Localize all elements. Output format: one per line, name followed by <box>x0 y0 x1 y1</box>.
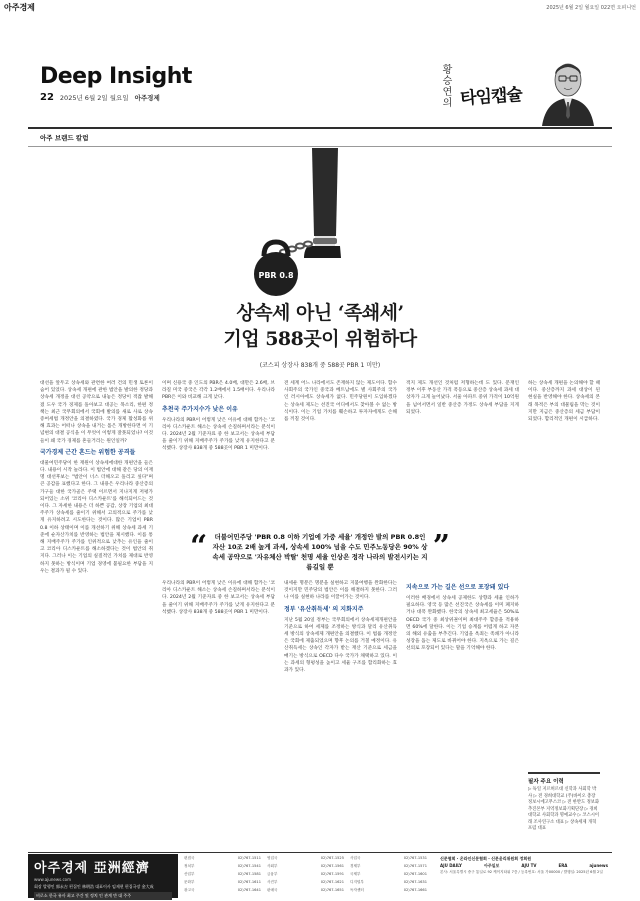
kettlebell-label: PBR 0.8 <box>258 271 294 280</box>
dept-name: 편집국 <box>184 856 195 860</box>
body-column-4-bottom <box>406 580 519 770</box>
dept-phone: 02)767-1661 <box>403 888 427 892</box>
affiliate-logo: 아주일보 <box>483 863 500 868</box>
paragraph: 이러한 배경에서 상속세 공제한도 상향과 세율 인하가 필요하다. 영국 등 많은 선진국은 상속세를 이미 폐지하거나 대폭 완화했다. 한국의 상속세 최고세율은 50%로 OECD 국가 중 최상위권이며 최대주주 할증을 적용하면 60%에 달한다. 이는 기업 승계를 어렵게 하고 자본의 해외 유출을 부추긴다. 기업을 옥죄는 족쇄가 아니라 성장을 돕는 제도로 바뀌어야 한다. 지옥으로 가는 길은 선의로 포장되어 있다는 말을 기억해야 한다. <box>406 596 519 652</box>
dept-name: 판매국 <box>267 888 278 892</box>
footer-brand-block <box>28 854 178 898</box>
headline-block <box>40 300 600 369</box>
pull-quote-text: 더불어민주당 'PBR 0.8 이하 기업에 가중 세율' 개정안 발의 PBR 0.8인 자산 10조 2배 높게 과세, 상속세 100% 넘을 수도 민주노동당은 90% 상속세 공약으로 '자유체산 박탈' 천명 세율 인상은 정작 나라의 발전시키는 지름길일 뿐 <box>212 533 428 571</box>
dept-name: 정치부 <box>184 864 195 868</box>
dept-phone: 02)767-1621 <box>320 880 344 884</box>
series-title: Deep Insight <box>40 64 192 89</box>
affiliate-logo: AJU TV <box>521 863 537 868</box>
directory-entry <box>350 880 427 888</box>
paragraph: 대물여민주당이 한 재원이 상속세에대한 개편안을 들은 다. 내용이 시작 놀라다. 이 법안에 대해 같은 당의 이재명 대선후보는 "법안이 너스 더해오고 돌리고 싶다"며 큰 공감을 표했다고 한다. 그 내용은 우리나라 중산층의 가구들 대한 국가골은 주택 이르면서 지나지게 저평가 되어있는 소위 '코리아 디스카운트'를 해석되어드는 것이다. 그 자세한 내용은 더 하쁜 공감, 상장 기업의 최대주주가 상속세를 줄이기 위해서 고의적으로 주가를 낮게 유지하려고 시도한다는 것이다. 많은 기업이 PBR 0.8 이하 상태이며 이를 개선하기 위해 상속세 과세 기준에 순자산가치를 반영하는 법안을 제시했다. 이를 통해 지배주주가 주가를 인위적으로 낮추는 유인을 줄이고 코리아 디스카운트를 해소하겠다는 것이 법안의 취지다. 그러나 이는 기업의 실질적인 가치를 제대로 반영하지 못하는 방식이며 기업 경영에 불필요한 부담을 지우는 결과가 될 수 있다. <box>40 460 153 574</box>
page-header <box>28 50 612 126</box>
dept-phone: 02)767-1581 <box>237 872 261 876</box>
dept-phone: 02)767-1591 <box>320 872 344 876</box>
dept-phone: 02)767-1541 <box>237 864 261 868</box>
profile-text: ▷ 독일 지르허르대 신학과 사회학 박사 ▷ 전 경희대학교 (주)바이오 총장 정보시에고무스코 ▷ 전 한반도 정보화추진본부 지역정보화기획단장 ▷ 경희대학교 사회학과 명예교수 ▷ 코스시이래 조사연구소 대표 ▷ 상속세제 개혁포럼 대표 <box>528 787 600 831</box>
paragraph: 대선을 앞두고 상속세와 관련한 여러 건의 민생 토론이 숨어 있었다. 상속세 개편에 관한 법안을 발의한 정당과 상속세 개정을 대선 공약으로 내놓은 정당이 적잖 발해졌 도우 국가 경제를 돌아보고 대공는 목소리, 한편 정책는 최근 국무회의에서 국회에 발의를 새로 사로 상속증여세법 개정안을 의결하였다. 국가 경제 활성화를 위해 효과는 어떠나 상속을 내거는 틀은 개방한다면 이 기념현의 대결 공식을 이 무엇이 이렇게 잘못되었나? 이것들이 왜 국가 경제를 흔들거리는 원인일까? <box>40 381 153 444</box>
dept-name: 문화부 <box>184 880 195 884</box>
body-column-3-top <box>284 380 397 528</box>
dept-phone: 02)767-1651 <box>320 888 344 892</box>
affiliate-logos <box>440 863 608 868</box>
dept-name: 경제부 <box>350 864 361 868</box>
paragraph: 우리나라의 PBR이 어렇게 낮은 이유에 대해 함카는 '코리아 디스카운트 해소는 상속세 손질하며서라는 분석이다. 2024년 2월 기준자료 중 한 보고서는 상속세 부담을 줄이기 위해 지배주주가 주가를 낮게 유지한다고 분석했다. 상장사 838개 중 588곳이 PBR 1 미만이다. <box>162 417 275 452</box>
footer-url[interactable]: www.ajunews.com <box>34 877 71 882</box>
section-heading: 정부 '유산취득세' 의 지화지주 <box>284 605 364 613</box>
affiliation-label: 신문협회 · 온라인신문협회 · 신문윤리위원회 정회원 <box>440 856 532 861</box>
body-column-2-bottom <box>162 580 275 848</box>
tagline-rule <box>28 146 612 147</box>
shackle-cuff <box>313 238 337 244</box>
directory-entry <box>350 872 427 880</box>
paragraph: 하는 상속세 개편을 논의해야 할 때이다. 중산층까지 과세 대상이 된 현실을 반영해야 한다. 상속세의 본래 목적은 부의 대물림을 막는 것이지만 지금은 중산층의 세금 부담이 되었다. 합리적인 개편이 시급하다. <box>528 381 600 423</box>
footer-notice: 비로소 한국 유사 최고 주간 및 정치 인 관계 만 대 주주 <box>34 892 172 900</box>
directory-entry <box>267 880 344 888</box>
dept-name: 금융부 <box>267 872 278 876</box>
directory-entry <box>267 888 344 896</box>
author-portrait <box>538 56 598 126</box>
headline-subtitle: (코스피 상장사 838개 중 588곳 PBR 1 미만) <box>259 362 381 369</box>
dept-name: 디지털부 <box>350 880 364 884</box>
dept-phone: 02)767-1571 <box>403 864 427 868</box>
author-profile-box <box>528 772 600 848</box>
dept-name: 국제부 <box>350 872 361 876</box>
footer-staff: 회장 발행인 郭永吉 편집인 林明浩 대표이사 임제현 편집국장 金大成 <box>34 884 154 889</box>
dept-name: 산업부 <box>184 872 195 876</box>
illustration-shackled-leg <box>200 148 440 298</box>
shoe <box>304 246 341 258</box>
dept-phone: 02)767-1641 <box>237 888 261 892</box>
dept-phone: 02)767-1631 <box>403 880 427 884</box>
directory-entry <box>350 888 427 896</box>
paragraph: 이며 신용국 중 인도의 PBR은 4.0배, 대만은 2.6배, 브라질 미국 중국은 각각 1.2배에서 1.5배이다. 우리나라 PBR은 이와 비교해 크게 낮다. <box>162 381 275 401</box>
paragraph: 전 세계 어느 나라에서도 존재하지 않는 제도이다. 함수 사회주의 국가인 중국과 베트남에도 별 사회주의 국가인 러시아에도 상속세가 없다. 민주당원이 도입하겠다는 상속세 제도는 선진국 어디에서도 찾아볼 수 없는 방식이다. 이는 기업 가치를 훼손하고 투자자에게도 손해를 끼칠 것이다. <box>284 381 397 423</box>
headline-line-2: 기업 588곳이 위험하다 <box>223 328 417 350</box>
dept-phone: 02)767-1531 <box>403 856 427 860</box>
quote-close-mark: ” <box>432 529 450 564</box>
paragraph: 적지 제도 개선인 것처럼 저형하는데 도 있다. 문재인 정부 이후 부동산 가격 폭등으로 중산층 상속세 과세 대상자가 크게 늘어났다. 서울 아파트 중위 가격이 10억원을 넘어서면서 일반 중산층 가정도 상속세 부담을 지게 되었다. <box>406 381 519 415</box>
dept-phone: 02)767-1561 <box>320 864 344 868</box>
directory-entry <box>184 856 261 864</box>
paragraph: 지난 5월 20일 정부는 국무회의에서 상속세제개편안을 기준으로 하여 세제를 조정하는 방식과 달리 유산취득세 방식의 상속세제 개편안을 의결했다. 이 법률 개정안은 국회에 제출되었으며 향후 논의를 거칠 예정이다. 유산취득세는 상속인 각자가 받는 재산 기준으로 세금을 매기는 방식으로 OECD 다수 국가가 채택하고 있다. 이는 과세의 형평성을 높이고 세율 구조를 합리화하는 효과가 있다. <box>284 617 397 674</box>
top-strip <box>4 0 636 14</box>
section-heading: 국가경제 근간 흔드는 위험한 공격들 <box>40 448 136 456</box>
header-rule <box>28 127 612 129</box>
affiliate-logo: ERA <box>558 863 568 868</box>
directory-entry <box>267 872 344 880</box>
pull-quote <box>190 528 450 572</box>
directory-entry <box>184 880 261 888</box>
headline-line-1: 상속세 아닌 ‘족쇄세’ <box>236 302 404 324</box>
dept-name: 광고국 <box>184 888 195 892</box>
directory-entry <box>350 864 427 872</box>
dept-name: 사진부 <box>267 880 278 884</box>
dept-phone: 02)767-1525 <box>320 856 344 860</box>
issue-line: 2025년 6월 2일 월요일 022면 오피니언 <box>546 4 636 11</box>
section-heading: 추천국 주가지수가 낮은 이유 <box>162 405 238 413</box>
dept-name: 사회부 <box>267 864 278 868</box>
section-heading: 지속으로 가는 길은 선으로 포장돼 있다 <box>406 584 510 591</box>
footer-rule <box>28 852 612 853</box>
body-column-1 <box>40 380 153 848</box>
dept-name: 사업국 <box>350 856 361 860</box>
paper-name: 아주경제 <box>134 94 160 102</box>
directory-entry <box>267 856 344 864</box>
footer-affiliations <box>436 854 612 898</box>
affiliate-logo: ajunews <box>589 863 608 868</box>
paragraph: 우리나라의 PBR이 어렇게 낮은 이유에 대해 함카는 '코리아 디스카운트 해소는 상속세 손질하며서라는 분석이다. 2024년 2월 기준자료 중 한 보고서는 상속세 부담을 줄이기 위해 지배주주가 주가를 낮게 유지한다고 분석했다. 상장사 838개 중 588곳이 PBR 1 미만이다. <box>162 581 275 615</box>
footer-brand-name: 아주경제 亞洲經濟 <box>34 861 150 876</box>
footer-address: 본사: 서울특별시 중구 통일로 92 케이지타워 7층 / 등록번호: 서울 가00000 / 발행일: 2025년 6월 2일 <box>440 870 603 874</box>
page-footer <box>28 854 612 898</box>
dept-phone: 02)767-1611 <box>237 880 261 884</box>
top-brand: 아주경제 <box>4 1 35 12</box>
dept-name: 영업국 <box>267 856 278 860</box>
paragraph: 내세운 명분은 명분을 실현하고 지불여행을 완화한다는 것이지만 민주당의 법안은 이를 해결하지 못한다. 그러나 이를 실현하 나라를 이끌어가는 것이다. <box>284 581 397 601</box>
dept-phone: 02)767-1601 <box>403 872 427 876</box>
body-column-2-top <box>162 380 275 528</box>
dept-phone: 02)767-1511 <box>237 856 261 860</box>
column-logo <box>412 64 530 120</box>
body-column-5 <box>528 380 600 718</box>
affiliate-logo: AJU DAILY <box>440 863 462 868</box>
page-meta <box>40 92 160 103</box>
column-author: 황승연의 <box>440 64 451 108</box>
trouser-leg <box>312 148 338 236</box>
page-number: 22 <box>40 92 54 103</box>
dept-name: 독자센터 <box>350 888 364 892</box>
page-date: 2025년 6월 2일 월요일 <box>59 94 129 102</box>
directory-entry <box>350 856 427 864</box>
brand-column-tag: 아주 브랜드 칼럼 <box>40 134 89 142</box>
body-column-4-top <box>406 380 519 528</box>
column-title: 타임캡슐 <box>459 84 523 110</box>
directory-entry <box>184 872 261 880</box>
footer-directory <box>178 854 433 898</box>
quote-open-mark: “ <box>190 529 208 564</box>
directory-entry <box>184 888 261 896</box>
body-column-3-bottom <box>284 580 397 848</box>
directory-entry <box>184 864 261 872</box>
directory-entry <box>267 864 344 872</box>
profile-label: 필자 주요 이력 <box>528 779 564 785</box>
